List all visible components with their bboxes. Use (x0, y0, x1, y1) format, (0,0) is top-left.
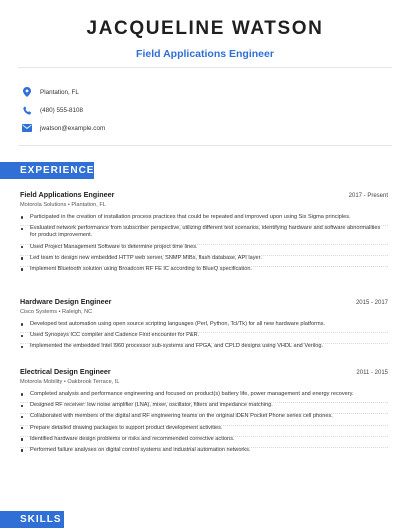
job-entry (20, 190, 388, 273)
job-bullets (20, 214, 388, 273)
contact-divider (18, 145, 392, 146)
job-title: Electrical Design Engineer (20, 367, 111, 376)
list-item: Used Project Management Software to determine project time lines. (20, 244, 388, 251)
skills-heading: SKILLS (20, 514, 62, 525)
list-item: Collaborated with members of the digital and RF engineering teams on the original iDEN Pocket Phone series cell phones. (20, 413, 388, 420)
list-item: Evaluated network performance from subscriber perspective, utilizing different test scenarios, identifying hardware and software abnormalities for product improvement. (20, 225, 388, 239)
list-item: Used Synopsys ICC compiler and Cadence First encounter for P&R. (20, 332, 388, 339)
resume-header (0, 0, 410, 60)
list-item: Led team to design new embedded HTTP web server, SNMP MIBs, flash database, API layer. (20, 255, 388, 262)
list-item: Implemented the embedded Intel I960 processor sub-systems and FPGA, and CPLD designs using VHDL and Verilog. (20, 343, 388, 350)
envelope-icon (22, 123, 32, 133)
list-item: Implement Bluetooth solution using Broadcom RF FE IC according to BlueQ specification. (20, 266, 388, 273)
email-text[interactable]: jwatson@example.com (40, 124, 106, 132)
job-company: Cisco Systems • Raleigh, NC (20, 309, 93, 315)
location-pin-icon (22, 87, 32, 97)
job-company: Motorola Mobility • Oakbrook Terrace, IL (20, 379, 120, 385)
contact-location (22, 83, 79, 101)
job-dates: 2015 - 2017 (355, 300, 388, 306)
job-dates: 2011 - 2015 (356, 370, 388, 376)
candidate-name: JACQUELINE WATSON (86, 18, 324, 39)
location-text: Plantation, FL (40, 88, 79, 96)
job-company: Motorola Solutions • Plantation, FL (20, 202, 106, 208)
experience-heading: EXPERIENCE (20, 165, 95, 176)
phone-icon (22, 105, 32, 115)
job-entry (20, 297, 388, 351)
job-bullets (20, 321, 388, 351)
header-divider (18, 67, 392, 68)
candidate-title: Field Applications Engineer (136, 48, 274, 60)
phone-text[interactable]: (480) 555-8108 (40, 106, 84, 114)
list-item: Participated in the creation of installation process practices that could be repeated and improved upon using Six Sigma principles. (20, 214, 388, 221)
list-item: Performed failure analyses on digital control systems and industrial automation networks. (20, 447, 388, 454)
job-title: Field Applications Engineer (20, 190, 115, 199)
job-entry (20, 367, 388, 454)
list-item: Developed test automation using open source scripting languages (Perl, Python, Tcl/Tk) for all new hardware platforms. (20, 321, 388, 328)
contact-email (22, 119, 105, 137)
list-item: Identified hardware design problems or risks and recommended corrective actions. (20, 436, 388, 443)
job-bullets (20, 391, 388, 454)
skills-section-header (0, 511, 64, 528)
list-item: Prepare detailed drawing packages to support product development activities. (20, 425, 388, 432)
job-dates: 2017 - Present (348, 193, 388, 199)
list-item: Designed RF receiver: low noise amplifier (LNA), mixer, oscillator, filters and impedance matching. (20, 402, 388, 409)
job-title: Hardware Design Engineer (20, 297, 112, 306)
list-item: Completed analysis and performance engineering and focused on product(s) battery life, power management and energy recovery. (20, 391, 388, 398)
experience-section-header (0, 162, 94, 179)
contact-phone (22, 101, 83, 119)
